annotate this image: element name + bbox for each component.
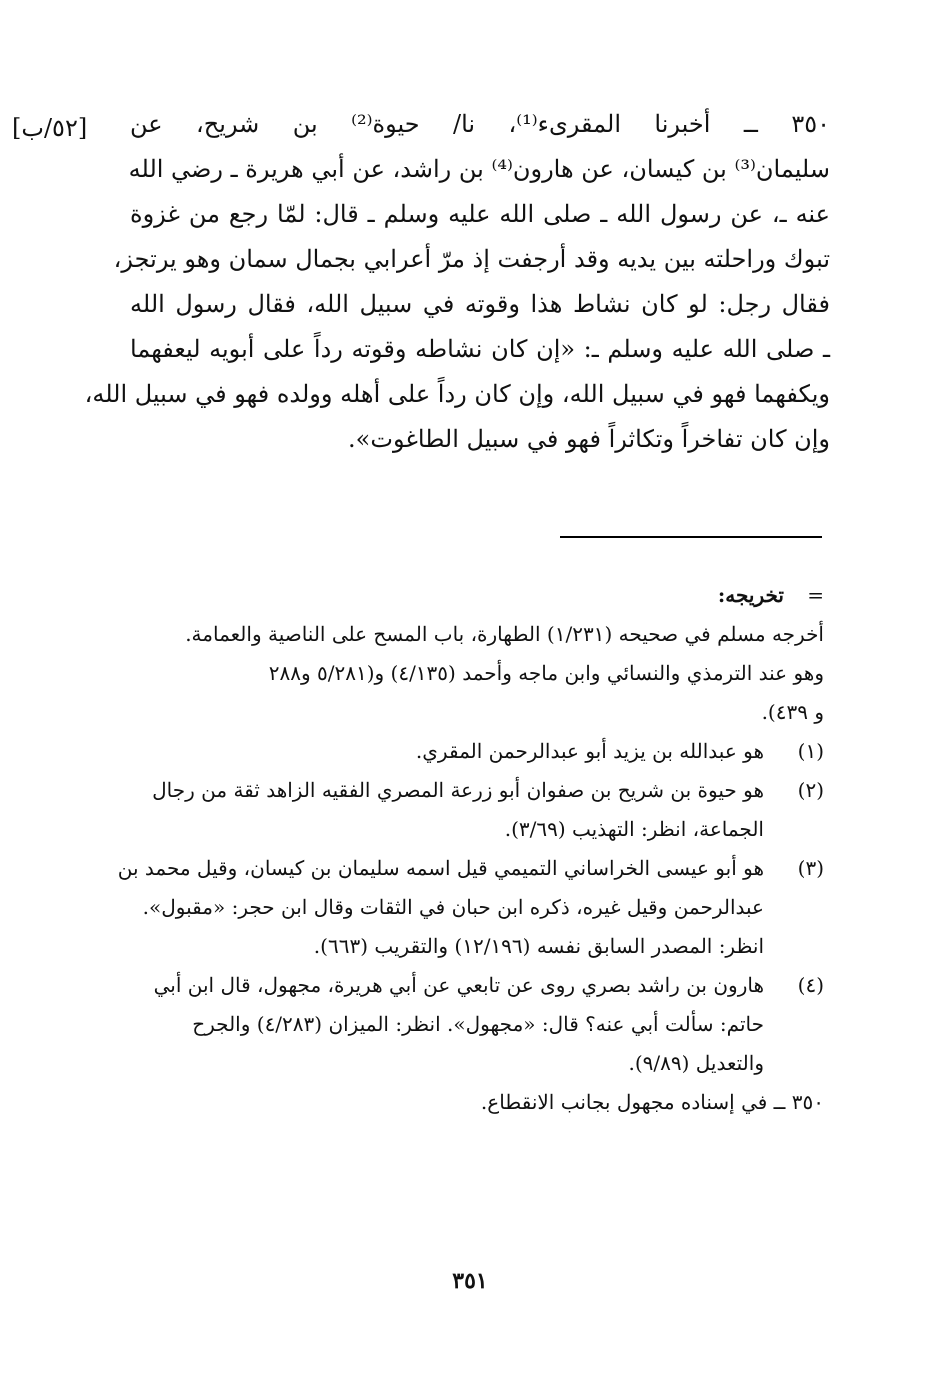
takhrij-line: و ٤٣٩). xyxy=(761,700,824,724)
footnote-number: (٤) xyxy=(797,973,824,997)
footnote-1 xyxy=(134,732,824,771)
isnad-note: ٣٥٠ ــ في إسناده مجهول بجانب الانقطاع. xyxy=(480,1090,824,1114)
footnote-number: (٢) xyxy=(797,778,824,802)
footnote-divider xyxy=(560,536,822,538)
hadith-text xyxy=(84,102,831,462)
takhrij-text xyxy=(134,615,824,732)
hadith-line: سليمان⁽³⁾ بن كيسان، عن هارون⁽⁴⁾ بن راشد، عن أبي هريرة ـ رضي الله xyxy=(128,155,830,183)
hadith-line: فقال رجل: لو كان نشاط هذا وقوته في سبيل الله، فقال رسول الله xyxy=(130,290,830,318)
footnote-line: والتعديل (٩/٨٩). xyxy=(628,1051,764,1075)
takhrij-line: أخرجه مسلم في صحيحه (١/٢٣١) الطهارة، باب المسح على الناصية والعمامة. xyxy=(185,622,824,646)
footnote-line: هو عبدالله بن يزيد أبو عبدالرحمن المقري. xyxy=(415,739,764,763)
hadith-line: عنه ـ، عن رسول الله ـ صلى الله عليه وسلم ـ قال: لمّا رجع من غزوة xyxy=(130,200,830,228)
hadith-line: ويكفهما فهو في سبيل الله، وإن كان رداً على أهله وولده فهو في سبيل الله، xyxy=(84,380,830,408)
footnote-line: حاتم: سألت أبي عنه؟ قال: «مجهول». انظر: الميزان (٤/٢٨٣) والجرح xyxy=(192,1012,764,1036)
footnote-line: هارون بن راشد بصري روى عن تابعي عن أبي هريرة، مجهول، قال ابن أبي xyxy=(153,973,764,997)
footnote-line: انظر: المصدر السابق نفسه (١٢/١٩٦) والتقريب (٦٦٣). xyxy=(313,934,764,958)
takhrij-line: وهو عند الترمذي والنسائي وابن ماجه وأحمد (٤/١٣٥) و(٥/٢٨١ و٢٨٨ xyxy=(268,661,824,685)
continuation-mark: = xyxy=(807,583,824,607)
footnote-line: هو حيوة بن شريح بن صفوان أبو زرعة المصري الفقيه الزاهد ثقة من رجال xyxy=(152,778,764,802)
footnote-line: هو أبو عيسى الخراساني التميمي قيل اسمه سليمان بن كيسان، وقيل محمد بن xyxy=(117,856,764,880)
footnote-line: عبدالرحمن وقيل غيره، ذكره ابن حبان في الثقات وقال ابن حجر: «مقبول». xyxy=(142,895,764,919)
hadith-line: وإن كان تفاخراً وتكاثراً فهو في سبيل الطاغوت». xyxy=(348,425,830,453)
manuscript-folio-reference: [٥٢/ب] xyxy=(12,114,88,142)
footnote-3 xyxy=(117,849,824,966)
takhrij-title: تخريجه: xyxy=(717,583,784,607)
footnote-number: (٣) xyxy=(797,856,824,880)
hadith-line: ـ صلى الله عليه وسلم ـ: «إن كان نشاطه وقوته رداً على أبويه ليعفهما xyxy=(130,335,831,363)
footnote-line: الجماعة، انظر: التهذيب (٣/٦٩). xyxy=(504,817,764,841)
footnote-2 xyxy=(134,771,824,849)
footnote-number: (١) xyxy=(797,739,824,763)
takhrij-heading xyxy=(134,576,824,615)
footnote-4 xyxy=(134,966,824,1083)
page-number: ٣٥١ xyxy=(452,1268,488,1294)
hadith-line: ٣٥٠ ــ أخبرنا المقرىء⁽¹⁾، نا/ حيوة⁽²⁾ بن شريح، عن xyxy=(130,110,830,138)
footnotes-section xyxy=(117,576,824,1122)
hadith-line: تبوك وراحلته بين يديه وقد أرجفت إذ مرّ أعرابي بجمال سمان وهو يرتجز، xyxy=(113,245,830,273)
